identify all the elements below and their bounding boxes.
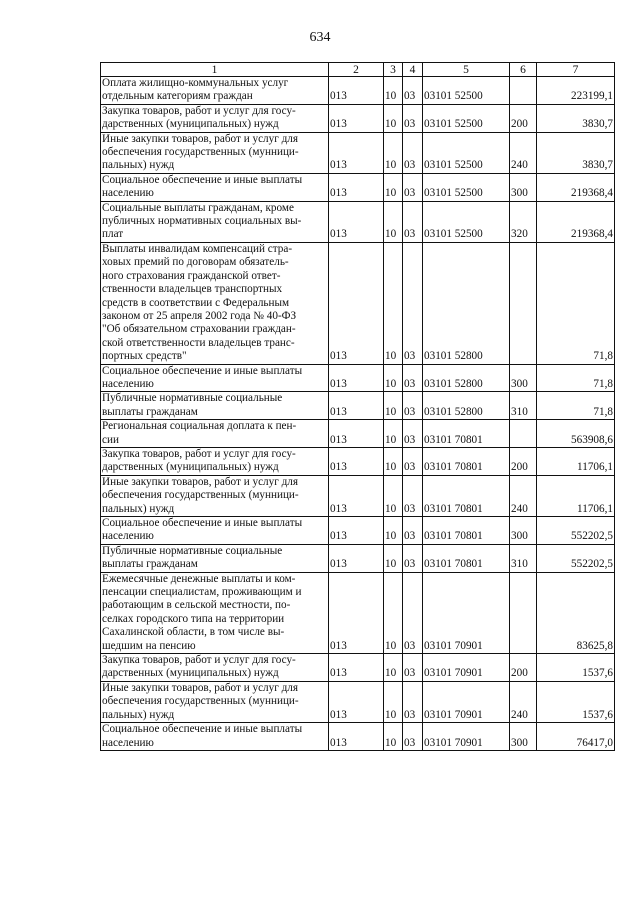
cell-sum: 11706,1 bbox=[537, 475, 615, 516]
cell-article: 03101 52500 bbox=[423, 104, 510, 132]
cell-name bbox=[101, 173, 329, 201]
cell-code: 013 bbox=[329, 517, 384, 545]
cell-subsection: 03 bbox=[403, 572, 423, 653]
cell-article: 03101 70801 bbox=[423, 420, 510, 448]
cell-name-line: населению bbox=[102, 530, 154, 543]
cell-section: 10 bbox=[384, 242, 403, 364]
cell-name-line: населению bbox=[102, 736, 154, 749]
cell-type: 300 bbox=[510, 364, 537, 392]
cell-article: 03101 70901 bbox=[423, 654, 510, 682]
cell-sum: 71,8 bbox=[537, 364, 615, 392]
cell-sum: 71,8 bbox=[537, 392, 615, 420]
cell-name-line: пальных) нужд bbox=[102, 502, 175, 515]
cell-sum: 552202,5 bbox=[537, 544, 615, 572]
cell-name bbox=[101, 364, 329, 392]
cell-type: 300 bbox=[510, 173, 537, 201]
cell-name bbox=[101, 572, 329, 653]
cell-code: 013 bbox=[329, 392, 384, 420]
cell-subsection: 03 bbox=[403, 544, 423, 572]
cell-name-line: ственности владельцев транспортных bbox=[102, 283, 283, 296]
cell-section: 10 bbox=[384, 654, 403, 682]
cell-section: 10 bbox=[384, 364, 403, 392]
table-row bbox=[101, 173, 615, 201]
table-row bbox=[101, 723, 615, 751]
cell-section: 10 bbox=[384, 77, 403, 105]
cell-name-line: выплаты гражданам bbox=[102, 405, 198, 418]
cell-name-line: дарственных (муниципальных) нужд bbox=[102, 118, 279, 131]
cell-section: 10 bbox=[384, 420, 403, 448]
table-row bbox=[101, 242, 615, 364]
page-number: 634 bbox=[309, 30, 331, 45]
cell-name-line: ного страхования гражданской ответ- bbox=[102, 269, 281, 282]
cell-name bbox=[101, 420, 329, 448]
cell-name-line: отдельным категориям граждан bbox=[102, 90, 253, 103]
cell-article: 03101 70801 bbox=[423, 475, 510, 516]
cell-name-line: портных средств" bbox=[102, 350, 187, 363]
table-row bbox=[101, 77, 615, 105]
cell-sum: 563908,6 bbox=[537, 420, 615, 448]
column-header-section: 3 bbox=[384, 63, 403, 77]
cell-name-line: Социальное обеспечение и иные выплаты bbox=[102, 173, 303, 186]
cell-sum: 1537,6 bbox=[537, 681, 615, 722]
cell-name-line: обеспечения государственных (мунници- bbox=[102, 489, 299, 502]
column-header-code: 2 bbox=[329, 63, 384, 77]
table-row bbox=[101, 572, 615, 653]
cell-subsection: 03 bbox=[403, 723, 423, 751]
column-header-sum: 7 bbox=[537, 63, 615, 77]
cell-section: 10 bbox=[384, 392, 403, 420]
cell-article: 03101 70801 bbox=[423, 447, 510, 475]
column-header-type: 6 bbox=[510, 63, 537, 77]
table-row bbox=[101, 104, 615, 132]
cell-sum: 76417,0 bbox=[537, 723, 615, 751]
cell-section: 10 bbox=[384, 104, 403, 132]
cell-type: 200 bbox=[510, 447, 537, 475]
cell-article: 03101 70901 bbox=[423, 572, 510, 653]
cell-name-line: Сахалинской области, в том числе вы- bbox=[102, 626, 285, 639]
cell-code: 013 bbox=[329, 447, 384, 475]
cell-name bbox=[101, 77, 329, 105]
cell-code: 013 bbox=[329, 654, 384, 682]
cell-name bbox=[101, 723, 329, 751]
cell-name bbox=[101, 654, 329, 682]
table-body bbox=[101, 77, 615, 751]
cell-subsection: 03 bbox=[403, 392, 423, 420]
cell-name bbox=[101, 242, 329, 364]
cell-name-line: Публичные нормативные социальные bbox=[102, 392, 283, 405]
cell-type: 240 bbox=[510, 681, 537, 722]
cell-article: 03101 52800 bbox=[423, 242, 510, 364]
cell-section: 10 bbox=[384, 447, 403, 475]
cell-code: 013 bbox=[329, 572, 384, 653]
cell-article: 03101 52800 bbox=[423, 392, 510, 420]
cell-section: 10 bbox=[384, 572, 403, 653]
cell-name-line: пальных) нужд bbox=[102, 708, 175, 721]
cell-type: 200 bbox=[510, 104, 537, 132]
table-row bbox=[101, 132, 615, 173]
cell-name-line: Иные закупки товаров, работ и услуг для bbox=[102, 475, 299, 488]
cell-sum: 3830,7 bbox=[537, 104, 615, 132]
cell-subsection: 03 bbox=[403, 364, 423, 392]
cell-type: 300 bbox=[510, 723, 537, 751]
cell-section: 10 bbox=[384, 517, 403, 545]
cell-type: 310 bbox=[510, 544, 537, 572]
cell-type: 320 bbox=[510, 201, 537, 242]
cell-sum: 11706,1 bbox=[537, 447, 615, 475]
table-row bbox=[101, 517, 615, 545]
table-row bbox=[101, 544, 615, 572]
table-row bbox=[101, 420, 615, 448]
cell-article: 03101 52500 bbox=[423, 132, 510, 173]
cell-subsection: 03 bbox=[403, 132, 423, 173]
cell-subsection: 03 bbox=[403, 654, 423, 682]
cell-type: 240 bbox=[510, 132, 537, 173]
cell-name-line: средств в соответствии с Федеральным bbox=[102, 296, 290, 309]
cell-type bbox=[510, 572, 537, 653]
cell-name-line: сии bbox=[102, 433, 119, 446]
cell-name-line: Иные закупки товаров, работ и услуг для bbox=[102, 681, 299, 694]
cell-article: 03101 70901 bbox=[423, 723, 510, 751]
cell-section: 10 bbox=[384, 723, 403, 751]
cell-name-line: пальных) нужд bbox=[102, 159, 175, 172]
cell-name bbox=[101, 447, 329, 475]
cell-article: 03101 70901 bbox=[423, 681, 510, 722]
cell-subsection: 03 bbox=[403, 475, 423, 516]
cell-article: 03101 52500 bbox=[423, 201, 510, 242]
cell-name-line: публичных нормативных социальных вы- bbox=[102, 215, 302, 228]
cell-subsection: 03 bbox=[403, 447, 423, 475]
cell-name bbox=[101, 544, 329, 572]
cell-type: 300 bbox=[510, 517, 537, 545]
column-header-name: 1 bbox=[101, 63, 329, 77]
table-row bbox=[101, 447, 615, 475]
cell-code: 013 bbox=[329, 132, 384, 173]
cell-article: 03101 52500 bbox=[423, 173, 510, 201]
cell-type bbox=[510, 77, 537, 105]
cell-sum: 71,8 bbox=[537, 242, 615, 364]
cell-name bbox=[101, 475, 329, 516]
cell-code: 013 bbox=[329, 723, 384, 751]
cell-name-line: Выплаты инвалидам компенсаций стра- bbox=[102, 242, 293, 255]
cell-code: 013 bbox=[329, 242, 384, 364]
budget-table bbox=[100, 62, 615, 751]
cell-name-line: Социальное обеспечение и иные выплаты bbox=[102, 723, 303, 736]
cell-code: 013 bbox=[329, 681, 384, 722]
cell-section: 10 bbox=[384, 475, 403, 516]
header-row bbox=[101, 63, 615, 77]
cell-code: 013 bbox=[329, 544, 384, 572]
cell-type bbox=[510, 242, 537, 364]
table-row bbox=[101, 201, 615, 242]
cell-name-line: ховых премий по договорам обязатель- bbox=[102, 256, 289, 269]
cell-name-line: Закупка товаров, работ и услуг для госу- bbox=[102, 104, 296, 117]
cell-name bbox=[101, 201, 329, 242]
cell-type: 200 bbox=[510, 654, 537, 682]
cell-name-line: плат bbox=[102, 228, 124, 241]
cell-name-line: населению bbox=[102, 377, 154, 390]
cell-subsection: 03 bbox=[403, 517, 423, 545]
cell-name-line: обеспечения государственных (мунници- bbox=[102, 146, 299, 159]
cell-name-line: Публичные нормативные социальные bbox=[102, 544, 283, 557]
cell-type: 240 bbox=[510, 475, 537, 516]
table-row bbox=[101, 475, 615, 516]
cell-sum: 219368,4 bbox=[537, 201, 615, 242]
cell-subsection: 03 bbox=[403, 104, 423, 132]
cell-section: 10 bbox=[384, 544, 403, 572]
cell-name-line: выплаты гражданам bbox=[102, 558, 198, 571]
cell-name-line: дарственных (муниципальных) нужд bbox=[102, 461, 279, 474]
cell-section: 10 bbox=[384, 681, 403, 722]
cell-code: 013 bbox=[329, 104, 384, 132]
column-header-article: 5 bbox=[423, 63, 510, 77]
cell-article: 03101 70801 bbox=[423, 517, 510, 545]
column-header-subsection: 4 bbox=[403, 63, 423, 77]
cell-code: 013 bbox=[329, 420, 384, 448]
cell-name-line: населению bbox=[102, 187, 154, 200]
cell-subsection: 03 bbox=[403, 77, 423, 105]
cell-article: 03101 52500 bbox=[423, 77, 510, 105]
cell-name-line: законом от 25 апреля 2002 года № 40-ФЗ bbox=[102, 309, 297, 322]
cell-sum: 3830,7 bbox=[537, 132, 615, 173]
cell-name-line: Региональная социальная доплата к пен- bbox=[102, 420, 297, 433]
table-row bbox=[101, 654, 615, 682]
cell-name-line: Иные закупки товаров, работ и услуг для bbox=[102, 132, 299, 145]
table-row bbox=[101, 364, 615, 392]
cell-name-line: обеспечения государственных (мунници- bbox=[102, 695, 299, 708]
cell-subsection: 03 bbox=[403, 242, 423, 364]
cell-subsection: 03 bbox=[403, 173, 423, 201]
cell-name-line: шедшим на пенсию bbox=[102, 639, 196, 652]
cell-section: 10 bbox=[384, 173, 403, 201]
cell-name-line: ской ответственности владельцев транс- bbox=[102, 336, 295, 349]
cell-name-line: Закупка товаров, работ и услуг для госу- bbox=[102, 654, 296, 667]
cell-sum: 552202,5 bbox=[537, 517, 615, 545]
cell-code: 013 bbox=[329, 77, 384, 105]
cell-code: 013 bbox=[329, 364, 384, 392]
cell-name-line: селках городского типа на территории bbox=[102, 612, 285, 625]
cell-name-line: дарственных (муниципальных) нужд bbox=[102, 667, 279, 680]
cell-name-line: Социальное обеспечение и иные выплаты bbox=[102, 517, 303, 529]
cell-name bbox=[101, 132, 329, 173]
cell-code: 013 bbox=[329, 475, 384, 516]
cell-type bbox=[510, 420, 537, 448]
cell-name bbox=[101, 517, 329, 545]
cell-type: 310 bbox=[510, 392, 537, 420]
cell-name-line: Социальные выплаты гражданам, кроме bbox=[102, 201, 294, 214]
cell-article: 03101 52800 bbox=[423, 364, 510, 392]
cell-section: 10 bbox=[384, 132, 403, 173]
cell-subsection: 03 bbox=[403, 681, 423, 722]
cell-subsection: 03 bbox=[403, 420, 423, 448]
cell-name-line: "Об обязательном страховании граждан- bbox=[102, 323, 296, 336]
cell-sum: 1537,6 bbox=[537, 654, 615, 682]
cell-name-line: Закупка товаров, работ и услуг для госу- bbox=[102, 447, 296, 460]
cell-name bbox=[101, 681, 329, 722]
cell-sum: 83625,8 bbox=[537, 572, 615, 653]
cell-name-line: Ежемесячные денежные выплаты и ком- bbox=[102, 572, 296, 585]
cell-sum: 223199,1 bbox=[537, 77, 615, 105]
cell-name-line: Оплата жилищно-коммунальных услуг bbox=[102, 77, 289, 89]
cell-name-line: работающим в сельской местности, по- bbox=[102, 599, 291, 612]
cell-name bbox=[101, 104, 329, 132]
cell-sum: 219368,4 bbox=[537, 173, 615, 201]
cell-code: 013 bbox=[329, 173, 384, 201]
cell-code: 013 bbox=[329, 201, 384, 242]
table-row bbox=[101, 681, 615, 722]
cell-article: 03101 70801 bbox=[423, 544, 510, 572]
table-row bbox=[101, 392, 615, 420]
cell-name-line: пенсации специалистам, проживающим и bbox=[102, 586, 302, 599]
cell-section: 10 bbox=[384, 201, 403, 242]
cell-name bbox=[101, 392, 329, 420]
cell-name-line: Социальное обеспечение и иные выплаты bbox=[102, 364, 303, 377]
cell-subsection: 03 bbox=[403, 201, 423, 242]
